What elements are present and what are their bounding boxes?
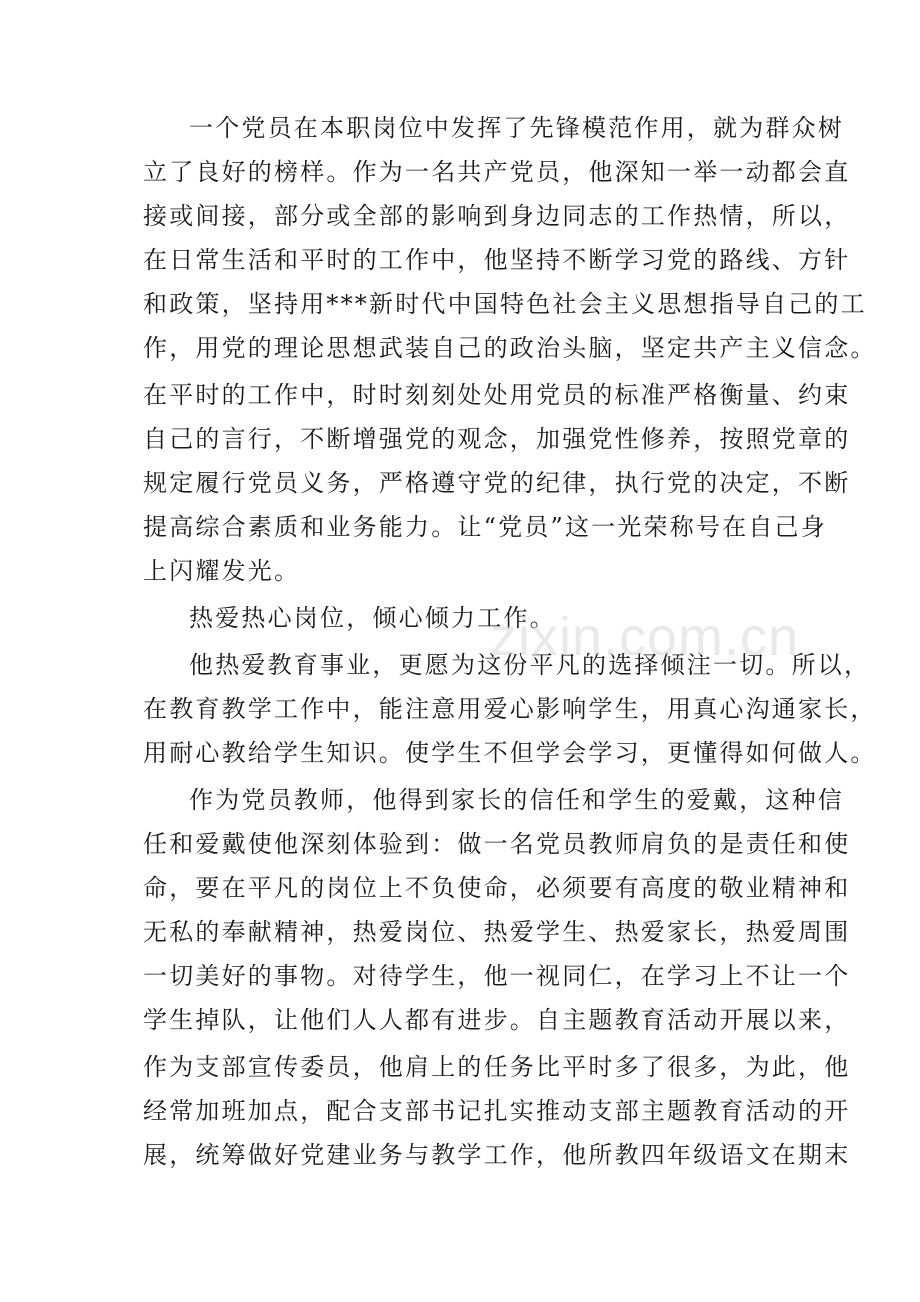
text-line: 作为支部宣传委员，他肩上的任务比平时多了很多，为此，他	[143, 1053, 851, 1081]
text-line: 提高综合素质和业务能力。让“党员”这一光荣称号在自己身	[143, 513, 827, 541]
text-line: 一个党员在本职岗位中发挥了先锋模范作用，就为群众树	[189, 114, 844, 142]
text-line: 自己的言行，不断增强党的观念，加强党性修养，按照党章的	[143, 425, 851, 453]
text-line: 和政策，坚持用***新时代中国特色社会主义思想指导自己的工	[143, 290, 867, 318]
text-line: 任和爱戴使他深刻体验到：做一名党员教师肩负的是责任和使	[143, 830, 851, 858]
text-line: 命，要在平凡的岗位上不负使命，必须要有高度的敬业精神和	[143, 874, 851, 902]
text-line: 一切美好的事物。对待学生，他一视同仁，在学习上不让一个	[143, 962, 851, 990]
text-line: 作，用党的理论思想武装自己的政治头脑，坚定共产主义信念。	[143, 334, 877, 362]
text-line: 作为党员教师，他得到家长的信任和学生的爱戴，这种信	[189, 786, 844, 814]
text-line: 规定履行党员义务，严格遵守党的纪律，执行党的决定，不断	[143, 469, 851, 497]
watermark: zixin.com.cn	[490, 607, 800, 667]
text-line: 无私的奉献精神，热爱岗位、热爱学生、热爱家长，热爱周围	[143, 918, 851, 946]
text-line: 上闪耀发光。	[143, 557, 301, 585]
text-line: 在教育教学工作中，能注意用爱心影响学生，用真心沟通家长，	[143, 695, 877, 723]
text-line: 用耐心教给学生知识。使学生不但学会学习，更懂得如何做人。	[143, 739, 877, 767]
text-line: 热爱热心岗位，倾心倾力工作。	[189, 604, 556, 632]
text-line: 他热爱教育事业，更愿为这份平凡的选择倾注一切。所以，	[189, 651, 871, 679]
text-line: 接或间接，部分或全部的影响到身边同志的工作热情，所以，	[143, 202, 851, 230]
text-line: 在日常生活和平时的工作中，他坚持不断学习党的路线、方针	[143, 246, 851, 274]
text-line: 在平时的工作中，时时刻刻处处用党员的标准严格衡量、约束	[143, 381, 851, 409]
text-line: 经常加班加点，配合支部书记扎实推动支部主题教育活动的开	[143, 1097, 851, 1125]
text-line: 展，统筹做好党建业务与教学工作，他所教四年级语文在期末	[143, 1141, 851, 1169]
text-line: 学生掉队，让他们人人都有进步。自主题教育活动开展以来，	[143, 1006, 851, 1034]
text-line: 立了良好的榜样。作为一名共产党员，他深知一举一动都会直	[143, 158, 851, 186]
